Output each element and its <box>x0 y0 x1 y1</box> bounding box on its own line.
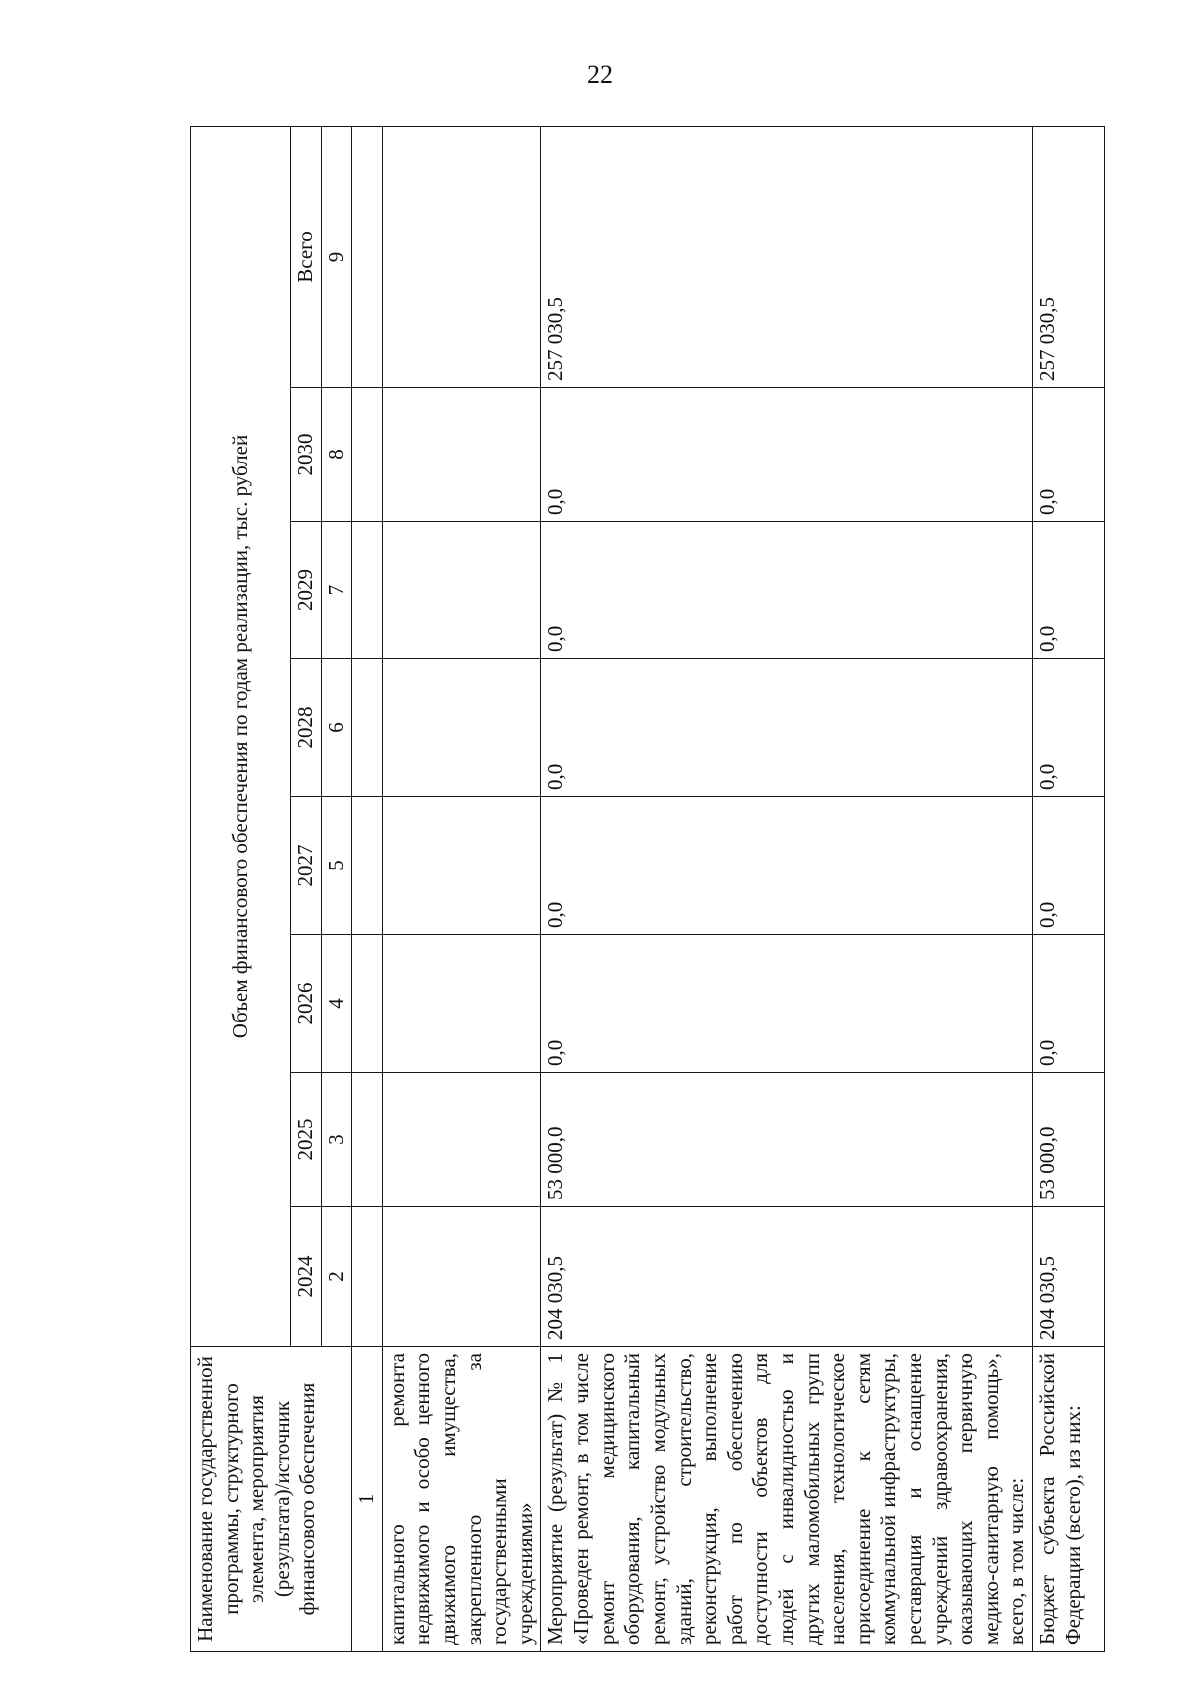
row-name: Мероприятие (результат) № 1 «Проведен ремонт, в том числе ремонт медицинского оборудования, капитальный ремонт, устройство модульных зданий, строительство, реконструкция, выполнение работ по обеспечению доступности объектов для людей с инвалидностью и других маломобильных групп населения, технологическое присоединение к сетям коммунальной инфраструктуры, реставрация и оснащение учреждений здравоохранения, оказывающих первичную медико-санитарную помощь», всего, в том числе: <box>541 1347 1033 1652</box>
header-colnum-row-first <box>352 126 383 1651</box>
header-row-1 <box>191 126 291 1651</box>
row-value-total: 257 030,5 <box>541 126 1033 387</box>
table-row <box>1033 126 1105 1651</box>
row-value: 0,0 <box>1033 522 1105 659</box>
header-year: 2029 <box>291 522 322 659</box>
header-year: 2024 <box>291 1207 322 1347</box>
row-value: 0,0 <box>541 659 1033 797</box>
header-year: 2025 <box>291 1073 322 1207</box>
col-number: 4 <box>321 935 352 1073</box>
row-value <box>382 659 541 797</box>
row-value <box>382 388 541 522</box>
row-name: Бюджет субъекта Российской Федерации (всего), из них: <box>1033 1347 1105 1652</box>
empty-cell <box>352 388 383 522</box>
col-number: 6 <box>321 659 352 797</box>
row-value: 0,0 <box>541 522 1033 659</box>
row-value: 0,0 <box>541 935 1033 1073</box>
col-number: 9 <box>321 126 352 387</box>
row-value: 204 030,5 <box>541 1207 1033 1347</box>
row-value: 204 030,5 <box>1033 1207 1105 1347</box>
empty-cell <box>352 1073 383 1207</box>
row-value: 53 000,0 <box>1033 1073 1105 1207</box>
header-year: 2026 <box>291 935 322 1073</box>
row-value <box>382 797 541 935</box>
empty-cell <box>352 126 383 387</box>
col-number: 5 <box>321 797 352 935</box>
row-value-total <box>382 126 541 387</box>
row-value <box>382 935 541 1073</box>
empty-cell <box>352 797 383 935</box>
empty-cell <box>352 935 383 1073</box>
col-number: 7 <box>321 522 352 659</box>
row-value <box>382 1207 541 1347</box>
empty-cell <box>352 659 383 797</box>
table-row <box>382 126 541 1651</box>
row-value: 0,0 <box>1033 935 1105 1073</box>
rotated-table-wrapper <box>190 127 1085 1652</box>
row-value: 53 000,0 <box>541 1073 1033 1207</box>
row-name: капитального ремонта недвижимого и особо ценного движимого имущества, закрепленного за государственными учреждениями» <box>382 1347 541 1652</box>
row-value <box>382 522 541 659</box>
row-value <box>382 1073 541 1207</box>
col-number: 2 <box>321 1207 352 1347</box>
row-value: 0,0 <box>1033 659 1105 797</box>
row-value: 0,0 <box>541 797 1033 935</box>
row-value-total: 257 030,5 <box>1033 126 1105 387</box>
table-row <box>541 126 1033 1651</box>
header-year: 2027 <box>291 797 322 935</box>
col-number: 1 <box>352 1347 383 1652</box>
header-volume: Объем финансового обеспечения по годам реализации, тыс. рублей <box>191 126 291 1346</box>
row-value: 0,0 <box>541 388 1033 522</box>
empty-cell <box>352 1207 383 1347</box>
header-year: 2030 <box>291 388 322 522</box>
empty-cell <box>352 522 383 659</box>
header-name: Наименование государственной программы, структурного элемента, мероприятия (результата)/источник финансового обеспечения <box>191 1347 352 1652</box>
financing-table <box>190 126 1105 1652</box>
col-number: 8 <box>321 388 352 522</box>
row-value: 0,0 <box>1033 797 1105 935</box>
col-number: 3 <box>321 1073 352 1207</box>
row-value: 0,0 <box>1033 388 1105 522</box>
header-year: 2028 <box>291 659 322 797</box>
header-year-total: Всего <box>291 126 322 387</box>
page-number: 22 <box>587 60 613 89</box>
